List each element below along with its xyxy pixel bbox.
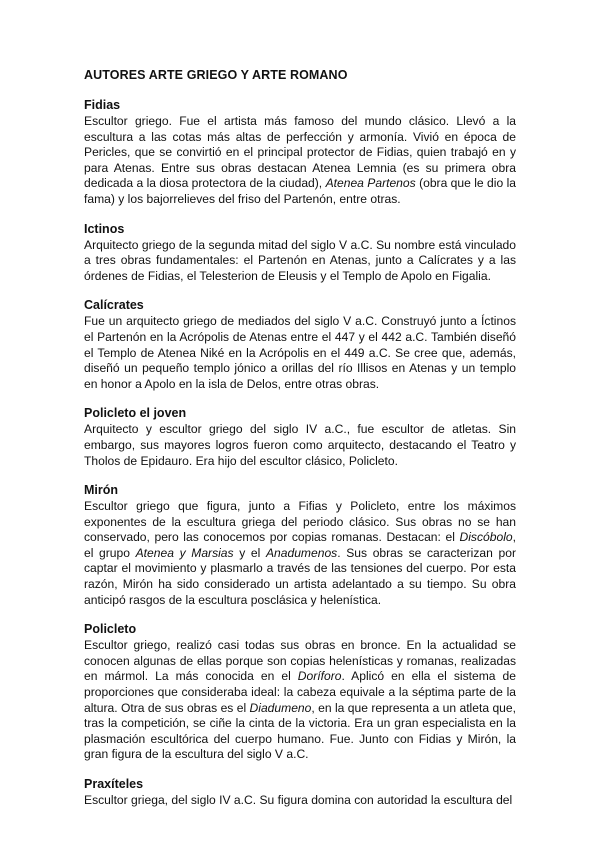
paragraph-text: . Aplicó en ella el sistema de proporciones que consideraba ideal: la cabeza equivale a la séptima parte de la altura. Otra de sus obras es el	[84, 669, 516, 715]
section-heading: Policleto el joven	[84, 406, 187, 421]
section-heading: Praxíteles	[84, 777, 144, 791]
section	[84, 483, 516, 608]
section	[84, 222, 516, 285]
paragraph-text: (obra que le dio la fama) y los bajorrelieves del friso del Partenón, entre otras.	[84, 176, 516, 206]
italic-work-title: Discóbolo	[459, 530, 513, 545]
section-paragraph	[84, 499, 516, 608]
section-heading: Ictinos	[84, 221, 125, 236]
paragraph-text: Arquitecto griego de la segunda mitad del siglo V a.C. Su nombre está vinculado a tres obras fundamentales: el Partenón en Atenas, junto a Calícrates y a las órdenes de Fidias, el Telesterion de Eleusis y el Templo de Apolo en Figalia.	[84, 237, 516, 283]
section-heading: Mirón	[84, 483, 119, 498]
section-paragraph	[84, 422, 516, 469]
italic-work-title: Diadumeno	[249, 700, 312, 715]
section-heading: Calícrates	[84, 298, 144, 313]
section-heading: Fidias	[84, 98, 121, 112]
paragraph-text: Arquitecto y escultor griego del siglo IV a.C., fue escultor de atletas. Sin embargo, sus mayores logros fueron como arquitecto, destacando el Teatro y Tholos de Epidauro. Era hijo del escultor clásico, Policleto.	[84, 422, 516, 468]
paragraph-text: Escultor griego que figura, junto a Fifias y Policleto, entre los máximos exponentes de la escultura griega del periodo clásico. Sus obras no se han conservado, pero las conocemos por copias romanas. Destacan: el	[84, 499, 516, 545]
section-paragraph	[84, 314, 516, 392]
paragraph-text: Fue un arquitecto griego de mediados del siglo V a.C. Construyó junto a Íctinos el Partenón en la Acrópolis de Atenas entre el 447 y el 442 a.C. También diseñó el Templo de Atenea Niké en la Acrópolis en el 449 a.C. Se cree que, además, diseñó un pequeño templo jónico a orillas del río Illisos en Atenas y un templo en honor a Apolo en la isla de Delos, entre otras obras.	[84, 314, 516, 391]
section-paragraph	[84, 793, 516, 809]
section	[84, 622, 516, 763]
paragraph-text: . Sus obras se caracterizan por captar el movimiento y plasmarlo a través de las tensiones del cuerpo. Por esta razón, Mirón ha sido considerado un artista adelantado a su tiempo. Su obra anticipó rasgos de la escultura posclásica y helenística.	[84, 545, 516, 607]
section	[84, 777, 516, 809]
italic-work-title: Doríforo	[297, 669, 342, 684]
italic-work-title: Atenea y Marsias	[135, 545, 234, 560]
section	[84, 298, 516, 392]
section	[84, 98, 516, 208]
paragraph-text: Escultor griego. Fue el artista más famoso del mundo clásico. Llevó a la escultura a las cotas más altas de perfección y armonía. Vivió en época de Pericles, que se convirtió en el principal protector de Fidias, quien trabajó en y para Atenas. Entre sus obras destacan Atenea Lemnia (es su primera obra dedicada a la diosa protectora de la ciudad),	[84, 114, 516, 191]
section-paragraph	[84, 238, 516, 285]
section-paragraph	[84, 114, 516, 208]
paragraph-text: , el grupo	[84, 530, 516, 560]
section-paragraph	[84, 638, 516, 763]
paragraph-text: Escultor griego, realizó casi todas sus obras en bronce. En la actualidad se conocen algunas de ellas porque son copias helenísticas y romanas, realizadas en mármol. La más conocida en el	[84, 638, 516, 684]
paragraph-text: y el	[233, 545, 266, 560]
sections-container	[84, 98, 516, 809]
paragraph-text: Escultor griega, del siglo IV a.C. Su figura domina con autoridad la escultura del	[84, 793, 513, 807]
italic-work-title: Atenea Partenos	[325, 176, 416, 191]
paragraph-text: , en la que representa a un atleta que, tras la competición, se ciñe la cinta de la victoria. Era un gran especialista en la plasmación escultórica del cuerpo humano. Fue. Junto con Fidias y Mirón, la gran figura de la escultura del siglo V a.C.	[84, 700, 516, 762]
section-heading: Policleto	[84, 622, 137, 637]
italic-work-title: Anadumenos	[265, 545, 338, 560]
document-title: AUTORES ARTE GRIEGO Y ARTE ROMANO	[84, 68, 348, 82]
section	[84, 406, 516, 469]
